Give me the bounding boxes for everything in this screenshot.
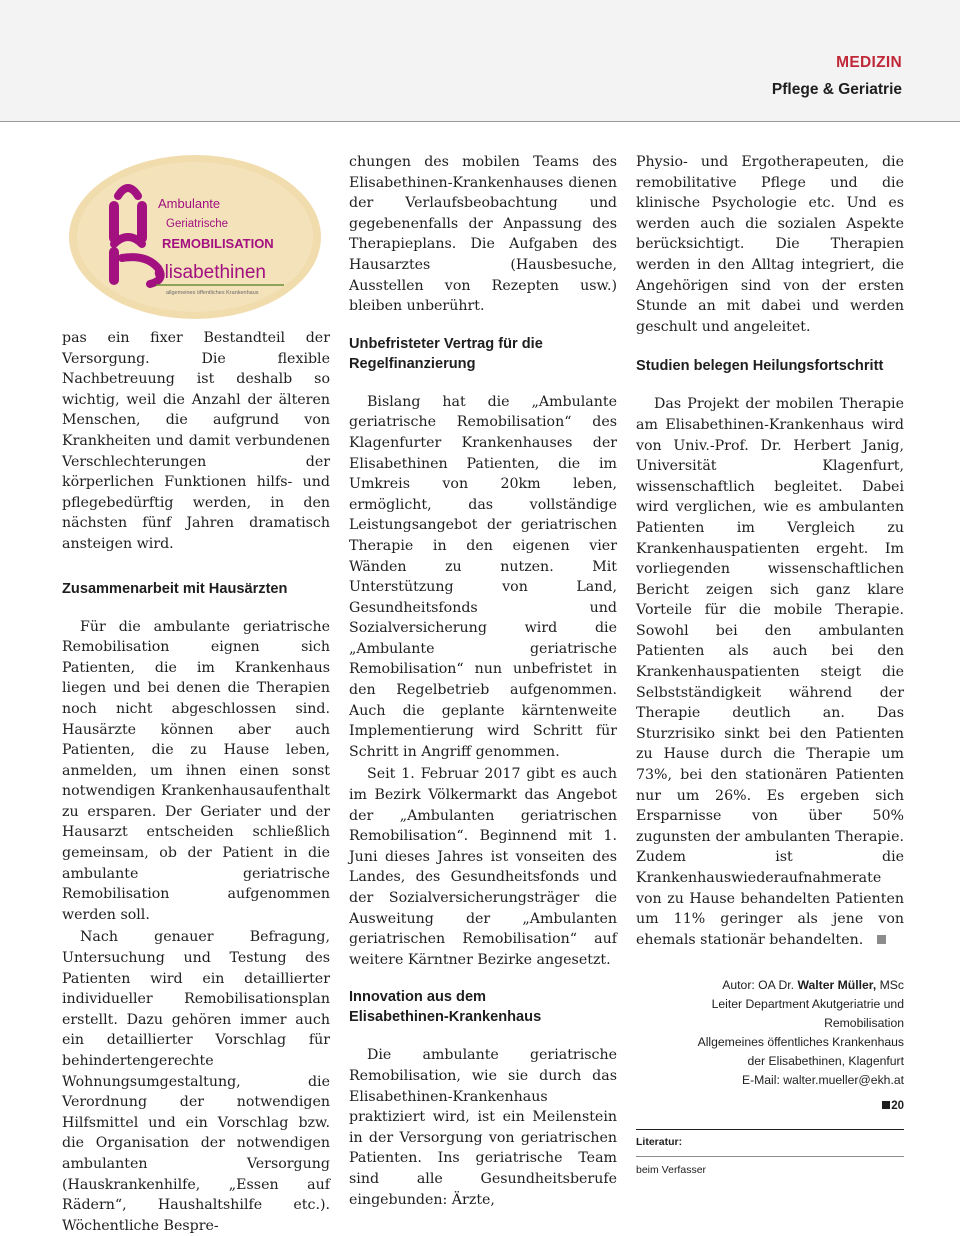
page-reference [636,1096,904,1117]
heading-innovation: Innovation aus dem Elisabethinen-Krankenhaus [349,989,542,1026]
literature-block [636,1129,904,1180]
heading-unbefristeter-vertrag: Unbefristeter Vertrag für die Regelfinanzierung [349,335,543,372]
divider [636,1156,904,1157]
author-position: Leiter Department Akutgeriatrie und [711,997,904,1012]
heading-studien: Studien belegen Heilungsfortschritt [636,358,884,375]
paragraph: Für die ambulante geriatrische Remobilisation eignen sich Patienten, die im Krankenhaus liegen und bei denen die Therapien noch nicht abgeschlossen sind. Hausärzte können aber auch Patienten, die zu Hause leben, anmelden, um ihnen einen sonst notwendigen Krankenhausaufenthalt zu ersparen. Der Geriater und der Hausarzt entscheiden schließlich gemeinsam, ob der Patient in die ambulante geriatrische Remobilisation aufgenommen werden soll. [62,618,330,923]
author-department: Remobilisation [824,1016,904,1031]
section-label: MEDIZIN [836,54,902,71]
logo-line-ambulante: Ambulante [158,196,221,211]
logo-brand: elisabethinen [154,262,266,283]
article-column-3 [636,152,904,1180]
author-hospital-location: der Elisabethinen, Klagenfurt [747,1054,904,1069]
logo-line-remobilisation: REMOBILISATION [162,236,274,251]
article-column-1 [62,152,330,1236]
paragraph: Nach genauer Befragung, Untersuchung und Testung des Patienten wird ein detaillierter individueller Remobilisationsplan erstellt. Dazu gehören immer auch ein detaillierter Vorschlag für behindertengerechte Wohnungsumgestaltung, die Verordnung der notwendigen Hilfsmittel und ein Vorschlag bzw. die Organisation der notwendigen ambulanten Versorgung (Hauskrankenhilfe, „Essen auf Rädern“, Haushaltshilfe etc.). Wöchentliche Bespre- [62,929,330,1234]
end-of-article-marker [877,935,886,944]
logo-line-geriatrische: Geriatrische [166,218,228,230]
page-header [0,0,960,122]
paragraph-text: Das Projekt der mobilen Therapie am Elisabethinen-Krankenhaus wird von Univ.-Prof. Dr. Herbert Janig, Universität Klagenfurt, wissenschaftlich begleitet. Dabei wird verglichen, wie es ambulanten Patienten im Vergleich zu Krankenhauspatienten ergeht. Im vorliegenden wissenschaftlichen Bericht zeigen sich ganz klare Vorteile für die mobile Therapie. Sowohl bei den ambulanten Patienten als auch bei den Krankenhauspatienten steigt die Selbstständigkeit während der Therapie deutlich an. Das Sturzrisiko sinkt bei den Patienten zu Hause durch die Therapie um 73%, bei den stationären Patienten nur um 26%. Es ergeben sich Ersparnisse von über 50% zugunsten der ambulanten Therapie. Zudem ist die Krankenhauswiederaufnahmerate von zu Hause behandelten Patienten um 11% geringer als jene von ehemals stationär behandelten. [636,396,904,948]
author-name: Walter Müller, [797,978,877,993]
author-block [636,976,904,1090]
subsection-label: Pflege & Geriatrie [771,81,902,98]
paragraph: chungen des mobilen Teams des Elisabethinen-Krankenhauses dienen der Verlaufsbeobachtung und gegebenenfalls der Anpassung des Therapieplans. Die Aufgaben des Hausarztes (Hausbesuche, Ausstellen von Rezepten usw.) bleiben unberührt. [349,154,617,315]
paragraph: Die ambulante geriatrische Remobilisation, wie sie durch das Elisabethinen-Krankenhaus praktiziert wird, ist ein Meilenstein in der Versorgung von geriatrischen Patienten. Ins geriatrische Team sind alle Gesundheitsberufe eingebunden: Ärzte, [349,1047,617,1208]
page-reference-number: 20 [891,1100,904,1113]
paragraph: pas ein fixer Bestandteil der Versorgung. Die flexible Nachbetreuung ist deshalb so wichtig, weil die Anzahl der älteren Menschen, die aufgrund von Krankheiten und damit verbundenen Verschlechterungen der körperlichen Funktionen hilfs- und pflegebedürftig werden, in den nächsten fünf Jahren dramatisch ansteigen wird. [62,330,330,552]
paragraph: Physio- und Ergotherapeuten, die remobilitative Pflege und die klinische Psychologie etc. Und es werden auch die sozialen Aspekte berücksichtigt. Die Therapien werden in den Alltag integriert, die Angehörigen sind von der ersten Stunde an mit dabei und werden geschult und angeleitet. [636,154,904,335]
remobilisation-logo [66,152,324,322]
author-name-line: Autor: OA Dr. Walter Müller, MSc [722,978,904,993]
paragraph: Bislang hat die „Ambulante geriatrische Remobilisation“ des Klagenfurter Krankenhauses der Elisabethinen Patienten, die im Umkreis von 20km leben, ermöglicht, das vollständige Leistungsangebot der geriatrischen Therapie in den eigenen vier Wänden zu nutzen. Mit Unterstützung von Land, Gesundheitsfonds und Sozialversicherung wird die „Ambulante geriatrische Remobilisation“ nun unbefristet in den Regelbetrieb aufgenommen. Auch die geplante kärntenweite Implementierung wird Schritt für Schritt in Angriff genommen. [349,393,617,760]
square-icon [882,1101,890,1109]
paragraph: Seit 1. Februar 2017 gibt es auch im Bezirk Völkermarkt das Angebot der „Ambulanten geriatrischen Remobilisation“. Beginnend mit 1. Juni dieses Jahres ist vonseiten des Landes, des Gesundheitsfonds und der Sozialversicherungsträger die Ausweitung der „Ambulanten geriatrischen Remobilisation“ auf weitere Kärntner Bezirke angesetzt. [349,766,617,968]
article-column-2 [349,152,617,1210]
paragraph [636,394,904,950]
literature-title: Literatur: [636,1135,683,1148]
heading-zusammenarbeit: Zusammenarbeit mit Hausärzten [62,580,288,597]
author-email: E-Mail: walter.mueller@ekh.at [741,1073,904,1088]
author-hospital: Allgemeines öffentliches Krankenhaus [697,1035,904,1050]
literature-text: beim Verfasser [636,1163,707,1176]
logo-small-text: allgemeines öffentliches Krankenhaus [166,290,259,296]
